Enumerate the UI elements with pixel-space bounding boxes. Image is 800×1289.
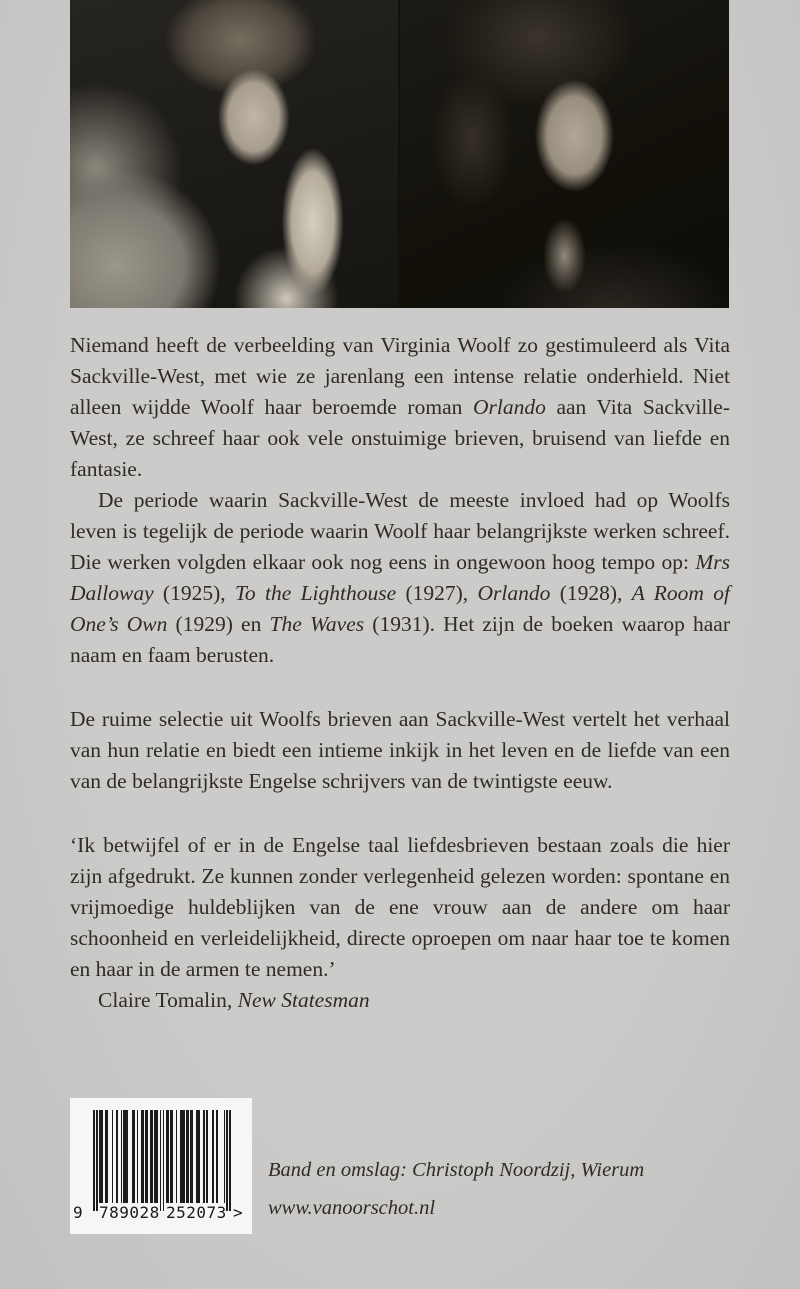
book-title-italic: A Room of One’s Own [70, 581, 730, 636]
barcode-bar [216, 1110, 218, 1203]
barcode-bar [163, 1110, 165, 1211]
barcode-bar [176, 1110, 178, 1203]
book-title-italic: New Statesman [237, 988, 370, 1012]
barcode-bar [157, 1110, 159, 1203]
isbn-barcode [70, 1098, 252, 1234]
barcode-bar [93, 1110, 95, 1211]
barcode-group2: 252073 [166, 1203, 227, 1222]
barcode-bar [160, 1110, 162, 1211]
text-segment: De periode waarin Sackville-West de meeste invloed had op Woolfs leven is tegelijk de periode waarin Woolf haar belangrijkste werken schreef. Die werken volgden elkaar ook nog eens in ongewoon hoog tempo op: [70, 488, 730, 574]
barcode-bar [106, 1110, 108, 1203]
barcode-bar [187, 1110, 189, 1203]
text-segment: (1931). Het zijn de boeken waarop haar naam en faam berusten. [70, 612, 730, 667]
text-segment: (1928), [550, 581, 632, 605]
barcode-bar [203, 1110, 205, 1203]
barcode-bar [151, 1110, 153, 1203]
barcode-bar [199, 1110, 201, 1203]
body-text [70, 330, 730, 1016]
barcode-bar [126, 1110, 128, 1203]
book-title-italic: To the Lighthouse [234, 581, 397, 605]
colophon [268, 1151, 644, 1227]
barcode-bar [229, 1110, 231, 1211]
text-segment: Claire Tomalin, [98, 988, 238, 1012]
barcode-bar [112, 1110, 114, 1203]
barcode-bar [102, 1110, 104, 1203]
para-quote [70, 830, 730, 985]
barcode-digits [70, 1201, 252, 1227]
barcode-bar [137, 1110, 139, 1203]
text-segment: ‘Ik betwijfel of er in de Engelse taal liefdesbrieven bestaan zoals die hier zijn afgedrukt. Ze kunnen zonder verlegenheid gelezen worden: spontane en vrijmoedige huldeblijken van de ene vrouw aan de andere om haar schoonheid en verleidelijkheid, directe oproepen om naar haar toe te komen en haar in de armen te nemen.’ [70, 833, 730, 981]
book-title-italic: Orlando [472, 395, 546, 419]
barcode-lead-digit: 9 [73, 1203, 83, 1222]
photo-virginia-woolf [70, 0, 398, 308]
barcode-bar [142, 1110, 144, 1203]
barcode-bar [121, 1110, 123, 1203]
book-title-italic: Orlando [477, 581, 551, 605]
barcode-bar [224, 1110, 226, 1203]
barcode-bars [93, 1110, 233, 1212]
text-segment: De ruime selectie uit Woolfs brieven aan Sackville-West vertelt het verhaal van hun relatie en biedt een intieme inkijk in het leven en de liefde van een van de belangrijkste Engelse schrijvers van de twintigste eeuw. [70, 707, 730, 793]
para-intro [70, 330, 730, 485]
text-segment: (1927), [396, 581, 478, 605]
text-segment: (1925), [153, 581, 235, 605]
barcode-bar [183, 1110, 185, 1203]
photo-vita-sackville-west [400, 0, 729, 308]
barcode-suffix: > [233, 1203, 243, 1222]
book-title-italic: Mrs Dalloway [70, 550, 730, 605]
text-segment: (1929) en [167, 612, 270, 636]
barcode-bar [134, 1110, 136, 1203]
barcode-bar [147, 1110, 149, 1203]
text-segment: aan Vita Sackville-West, ze schreef haar ook vele onstuimige brieven, bruisend van liefde en fantasie. [70, 395, 730, 481]
para-periode [70, 485, 730, 671]
barcode-bar [96, 1110, 98, 1211]
barcode-bar [226, 1110, 228, 1211]
barcode-group1: 789028 [99, 1203, 160, 1222]
barcode-bar [212, 1110, 214, 1203]
book-title-italic: The Waves [269, 612, 365, 636]
barcode-bar [167, 1110, 169, 1203]
colophon-website: www.vanoorschot.nl [268, 1197, 436, 1219]
colophon-design-credit: Band en omslag: Christoph Noordzij, Wierum [268, 1159, 645, 1181]
barcode-bar [192, 1110, 194, 1203]
text-segment: Niemand heeft de verbeelding van Virginia Woolf zo gestimuleerd als Vita Sackville-West, met wie ze jarenlang een intense relatie onderhield. Niet alleen wijdde Woolf haar beroemde roman [70, 333, 730, 419]
barcode-bar [116, 1110, 118, 1203]
para-attribution [70, 985, 730, 1016]
photo-strip [70, 0, 729, 308]
barcode-bar [171, 1110, 173, 1203]
barcode-bar [206, 1110, 208, 1203]
para-selectie [70, 704, 730, 797]
